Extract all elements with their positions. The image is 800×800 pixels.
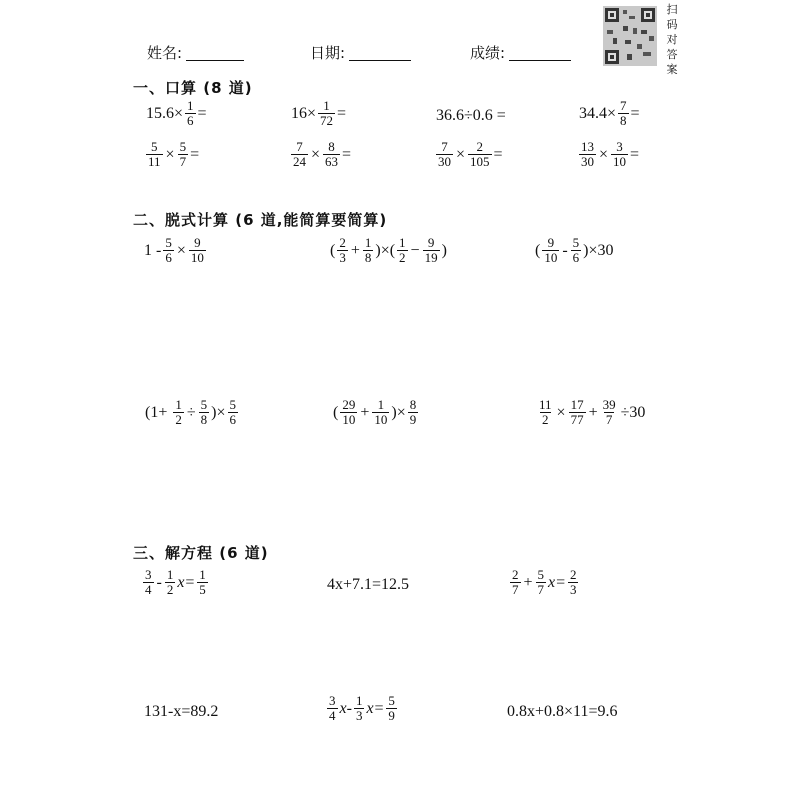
problem-eq-1 (141, 568, 210, 597)
math-text: 4x+7.1=12.5 (327, 576, 410, 593)
numerator: 2 (512, 567, 519, 582)
fraction (568, 568, 579, 597)
denominator: 105 (470, 154, 490, 169)
numerator: 8 (409, 397, 417, 412)
problem-eq-4 (144, 703, 218, 721)
fraction (537, 398, 554, 427)
math-text: × (165, 145, 175, 163)
math-text: x= (177, 573, 196, 591)
numerator: 17 (570, 397, 584, 412)
math-text: + (588, 403, 598, 421)
math-text: = (197, 104, 207, 122)
math-text: = (630, 104, 640, 122)
fraction (165, 568, 176, 597)
numerator: 13 (581, 139, 594, 154)
fraction (199, 398, 210, 427)
numerator: 5 (229, 397, 236, 412)
numerator: 5 (200, 397, 208, 412)
fraction (571, 236, 582, 265)
fraction (536, 568, 547, 597)
denominator: 7 (179, 154, 187, 169)
problem-oral-2 (291, 99, 346, 128)
math-text: = (190, 145, 200, 163)
fraction (197, 568, 208, 597)
problem-oral-7 (434, 140, 503, 169)
numerator: 9 (194, 235, 201, 250)
problem-oral-3 (436, 107, 506, 125)
problem-eq-5 (325, 694, 399, 723)
math-text: + (360, 403, 370, 421)
qr-caption-char: 扫 (666, 3, 678, 16)
math-text: = (630, 145, 640, 163)
denominator: 6 (229, 412, 236, 427)
problem-oral-8 (577, 140, 639, 169)
numerator: 5 (151, 139, 158, 154)
math-text: + (523, 573, 533, 591)
denominator: 11 (148, 154, 161, 169)
score-field[interactable] (470, 42, 571, 63)
fraction (163, 236, 174, 265)
numerator: 39 (602, 397, 616, 412)
numerator: 1 (187, 98, 194, 113)
numerator: 1 (364, 235, 372, 250)
numerator: 9 (427, 235, 435, 250)
numerator: 7 (441, 139, 448, 154)
numerator: 2 (339, 235, 346, 250)
math-text: × (311, 145, 321, 163)
problem-calc-6 (535, 398, 646, 427)
fraction (185, 99, 196, 128)
math-text: 16× (291, 104, 317, 122)
denominator: 10 (374, 412, 388, 427)
qr-caption-char: 答 (666, 48, 678, 61)
numerator: 5 (572, 235, 580, 250)
fraction (569, 398, 586, 427)
fraction (611, 140, 628, 169)
denominator: 6 (572, 250, 580, 265)
numerator: 1 (166, 567, 174, 582)
numerator: 1 (355, 693, 363, 708)
fraction (372, 398, 389, 427)
math-text: 131-x=89.2 (144, 703, 219, 720)
score-label: 成绩: (470, 44, 506, 62)
date-label: 日期: (310, 44, 346, 62)
problem-eq-6 (507, 703, 617, 721)
math-text: × (176, 241, 186, 259)
name-field[interactable] (147, 42, 244, 63)
fraction (178, 140, 189, 169)
denominator: 3 (569, 582, 577, 597)
denominator: 30 (581, 154, 594, 169)
fraction (579, 140, 596, 169)
fraction (363, 236, 374, 265)
problem-eq-2 (327, 576, 409, 594)
problem-oral-4 (579, 99, 640, 128)
math-text: 0.8x+0.8×11=9.6 (507, 703, 618, 720)
denominator: 4 (145, 582, 152, 597)
numerator: 5 (179, 139, 187, 154)
problem-calc-2 (330, 236, 447, 265)
denominator: 9 (409, 412, 417, 427)
numerator: 8 (328, 139, 335, 154)
math-text: x= (366, 699, 385, 717)
numerator: 2 (569, 567, 577, 582)
denominator: 7 (537, 582, 545, 597)
section-title-calc: 二、脱式计算 (6 道,能简算要简算) (133, 211, 388, 229)
qr-caption-char: 码 (666, 18, 678, 31)
denominator: 10 (544, 250, 558, 265)
date-field[interactable] (310, 42, 411, 63)
math-text: = (493, 145, 503, 163)
math-text: - (562, 241, 568, 259)
denominator: 2 (542, 412, 549, 427)
math-text: = (342, 145, 352, 163)
math-text: - (156, 573, 162, 591)
fraction (327, 694, 338, 723)
math-text: 15.6× (146, 104, 184, 122)
problem-calc-4 (145, 398, 240, 427)
fraction (542, 236, 559, 265)
numerator: 7 (620, 98, 627, 113)
math-text: × (599, 145, 609, 163)
fraction (510, 568, 521, 597)
denominator: 2 (399, 250, 406, 265)
numerator: 1 (399, 235, 406, 250)
denominator: 3 (355, 708, 363, 723)
numerator: 5 (388, 693, 395, 708)
numerator: 1 (175, 397, 182, 412)
fraction (291, 140, 308, 169)
math-text: ÷30 (620, 403, 646, 421)
denominator: 77 (570, 412, 584, 427)
denominator: 10 (613, 154, 627, 169)
math-text: − (410, 241, 420, 259)
section-title-oral: 一、口算 (8 道) (133, 79, 253, 97)
numerator: 9 (547, 235, 555, 250)
math-text: )× (211, 403, 226, 421)
fraction (143, 568, 154, 597)
denominator: 2 (166, 582, 174, 597)
name-label: 姓名: (147, 44, 183, 62)
denominator: 8 (620, 113, 627, 128)
numerator: 7 (296, 139, 303, 154)
math-text: x- (339, 699, 352, 717)
denominator: 9 (388, 708, 395, 723)
problem-eq-3 (508, 568, 580, 597)
qr-caption-char: 对 (666, 33, 678, 46)
numerator: 5 (537, 567, 545, 582)
fraction (408, 398, 419, 427)
denominator: 72 (320, 113, 334, 128)
denominator: 8 (200, 412, 208, 427)
denominator: 7 (605, 412, 613, 427)
numerator: 3 (329, 693, 336, 708)
fraction (423, 236, 440, 265)
numerator: 29 (342, 397, 356, 412)
section-title-equations: 三、解方程 (6 道) (133, 544, 269, 562)
math-text: (1+ (145, 403, 168, 421)
numerator: 1 (323, 98, 330, 113)
qr-code-icon (603, 6, 657, 66)
denominator: 19 (424, 250, 438, 265)
denominator: 63 (325, 154, 339, 169)
fraction (397, 236, 408, 265)
fraction (468, 140, 492, 169)
math-text: × (456, 145, 466, 163)
numerator: 3 (145, 567, 152, 582)
math-text: 1 - (144, 241, 162, 259)
qr-code[interactable] (603, 6, 657, 66)
problem-calc-1 (144, 236, 208, 265)
math-text: ( (535, 241, 541, 259)
date-blank[interactable] (349, 44, 411, 61)
fraction (189, 236, 206, 265)
qr-caption-char: 案 (666, 63, 678, 76)
numerator: 1 (199, 567, 206, 582)
fraction (386, 694, 397, 723)
denominator: 3 (339, 250, 346, 265)
numerator: 2 (476, 139, 484, 154)
fraction (337, 236, 348, 265)
numerator: 11 (539, 397, 552, 412)
fraction (173, 398, 184, 427)
numerator: 5 (165, 235, 172, 250)
denominator: 6 (187, 113, 194, 128)
fraction (601, 398, 618, 427)
problem-oral-5 (144, 140, 199, 169)
denominator: 2 (175, 412, 182, 427)
math-text: + (350, 241, 360, 259)
math-text: 36.6÷0.6 = (436, 107, 506, 124)
denominator: 6 (165, 250, 172, 265)
math-text: × (556, 403, 566, 421)
fraction (228, 398, 239, 427)
math-text: )×( (375, 241, 396, 259)
denominator: 5 (199, 582, 206, 597)
math-text: ( (333, 403, 339, 421)
numerator: 3 (616, 139, 623, 154)
numerator: 1 (377, 397, 385, 412)
problem-calc-3 (535, 236, 614, 265)
problem-oral-6 (289, 140, 351, 169)
problem-calc-5 (333, 398, 420, 427)
fraction (146, 140, 163, 169)
fraction (436, 140, 453, 169)
math-text: x= (548, 573, 566, 591)
problem-oral-1 (146, 99, 207, 128)
math-text: = (337, 104, 347, 122)
fraction (318, 99, 335, 128)
fraction (340, 398, 357, 427)
qr-caption (664, 2, 680, 77)
denominator: 24 (293, 154, 306, 169)
math-text: ÷ (186, 403, 196, 421)
fraction (323, 140, 340, 169)
fraction (618, 99, 629, 128)
math-text: )×30 (583, 241, 614, 259)
denominator: 30 (438, 154, 451, 169)
math-text: )× (391, 403, 406, 421)
math-text: ) (441, 241, 447, 259)
denominator: 4 (329, 708, 336, 723)
denominator: 8 (364, 250, 372, 265)
math-text: 34.4× (579, 104, 617, 122)
fraction (354, 694, 365, 723)
denominator: 10 (190, 250, 204, 265)
score-blank[interactable] (509, 44, 571, 61)
name-blank[interactable] (186, 44, 244, 61)
math-text: ( (330, 241, 336, 259)
denominator: 10 (342, 412, 356, 427)
denominator: 7 (512, 582, 519, 597)
